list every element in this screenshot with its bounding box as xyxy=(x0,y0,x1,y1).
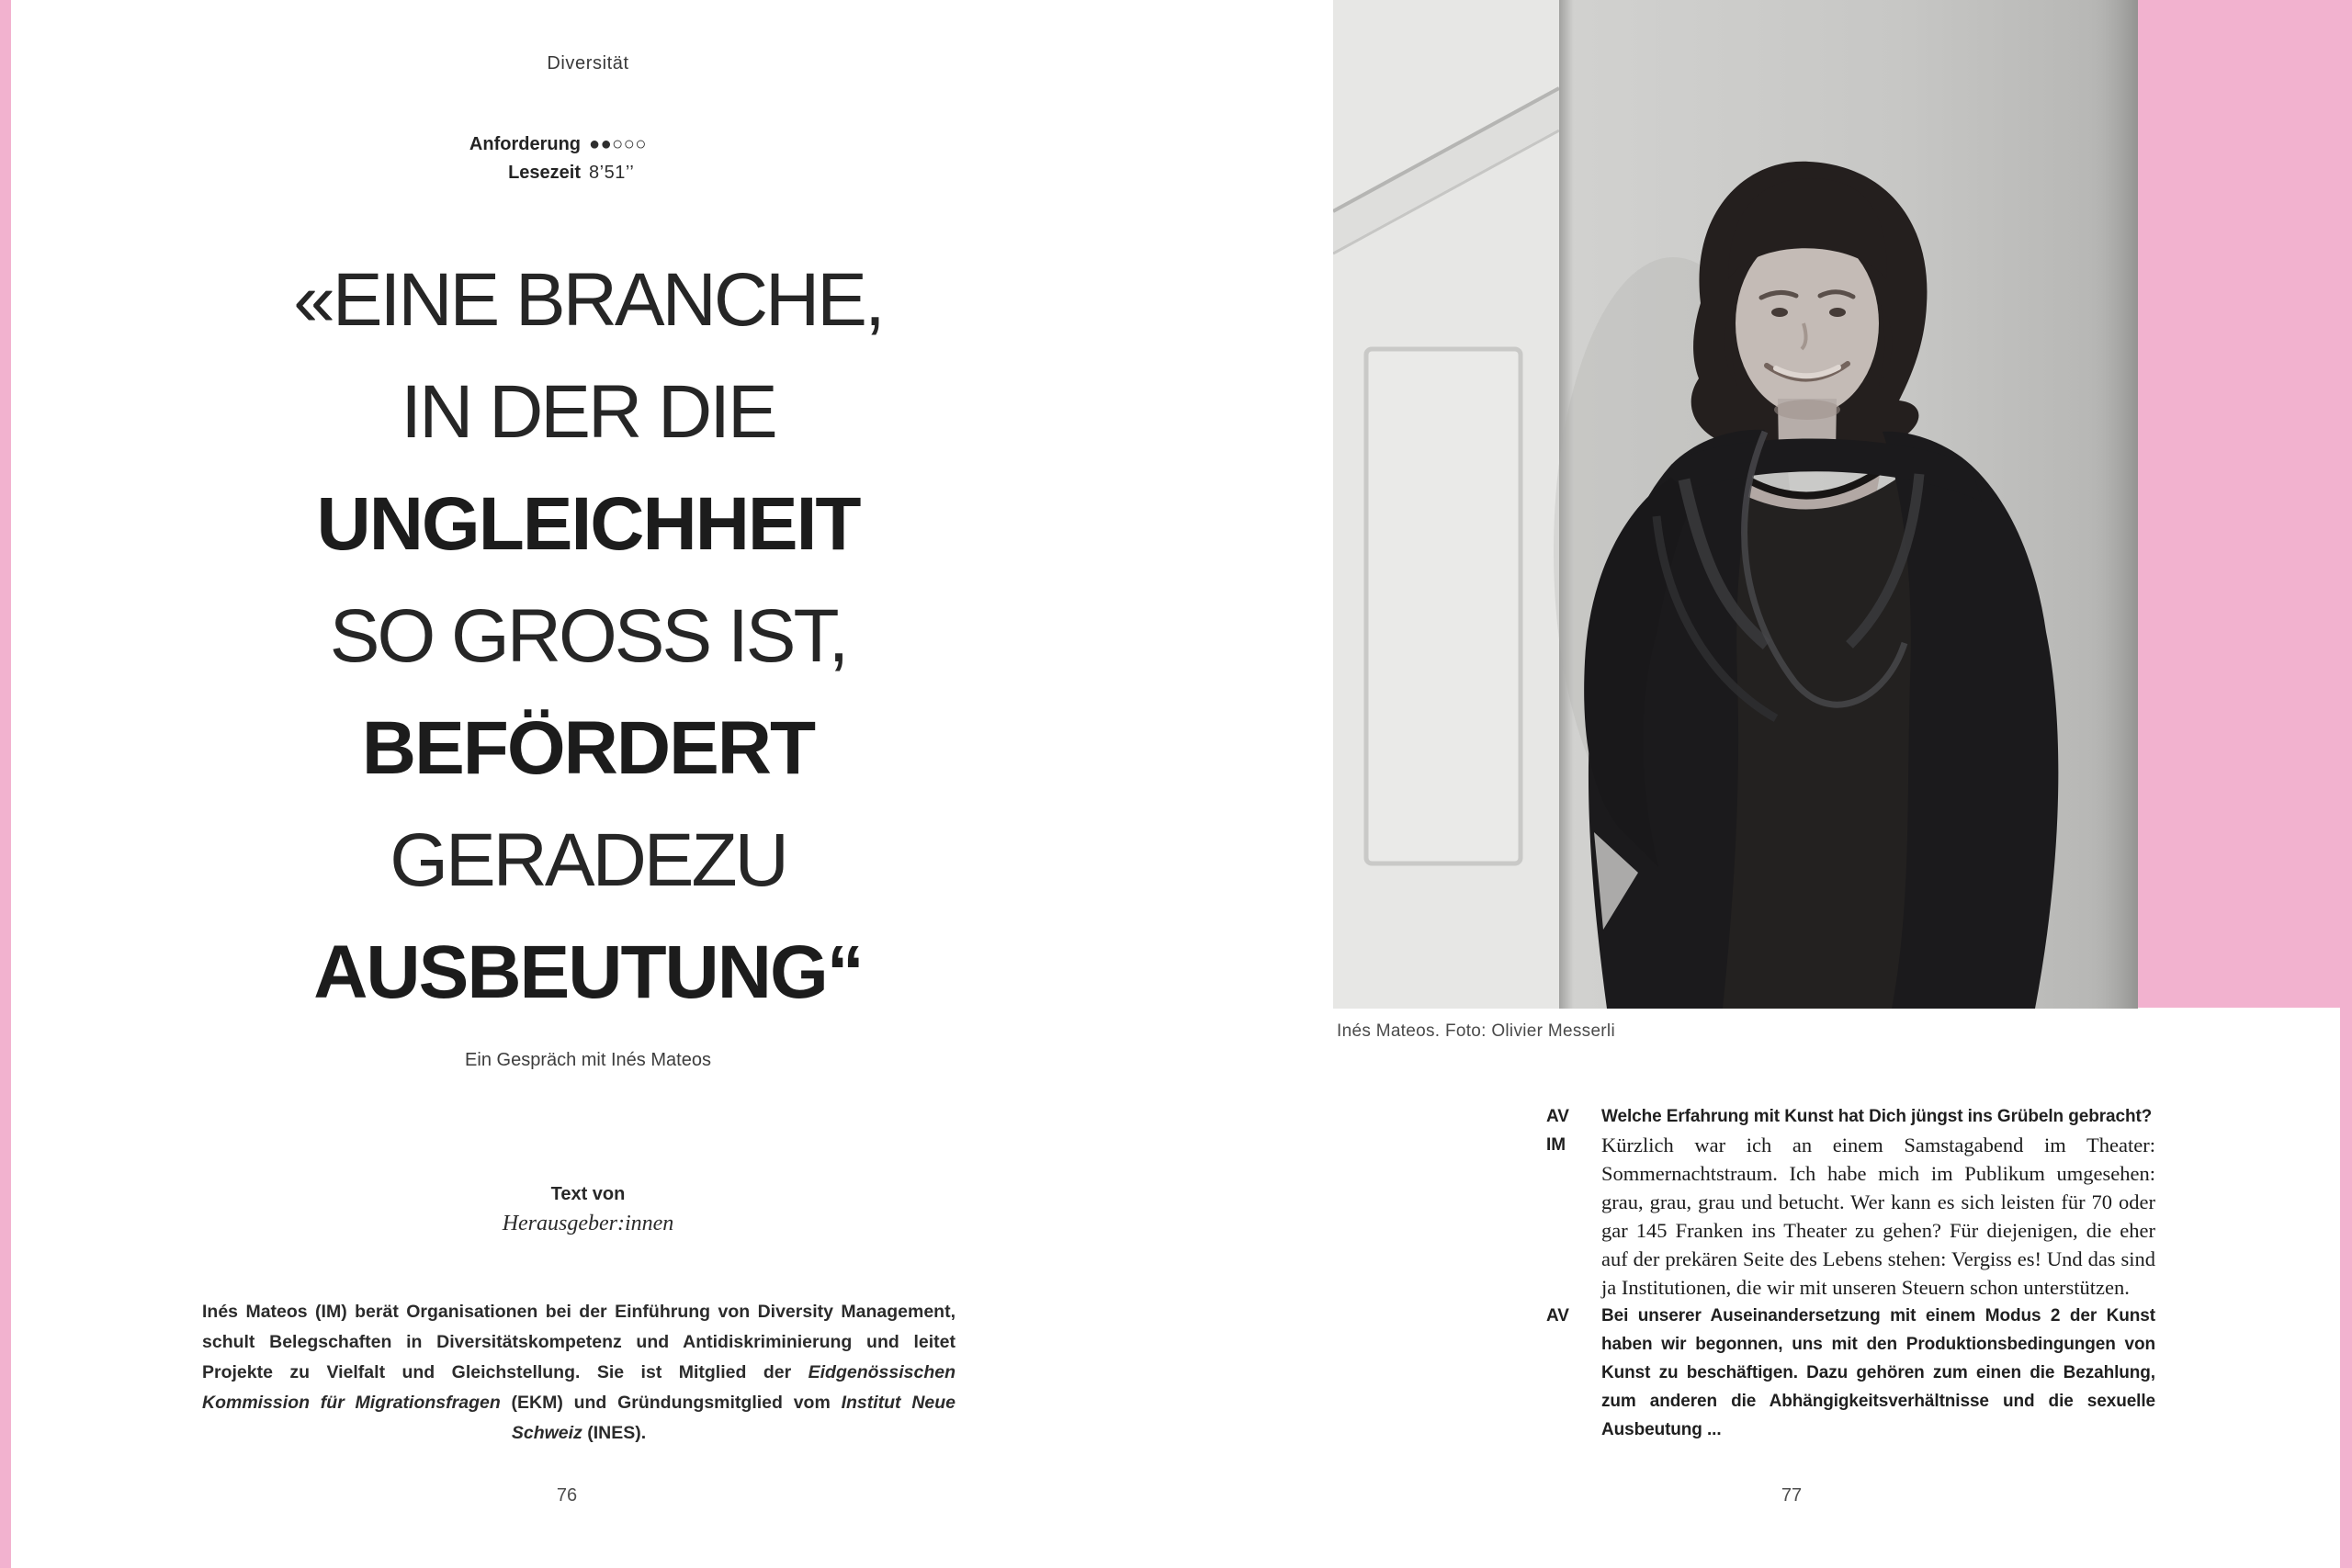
interview-entry xyxy=(1546,1302,2155,1444)
photo-caption: Inés Mateos. Foto: Olivier Messerli xyxy=(1337,1021,1615,1041)
bio-italic-segment: Eidgenössischen Kommission für Migrationsfragen xyxy=(202,1362,956,1413)
category-label: Diversität xyxy=(547,53,629,73)
speaker-tag: AV xyxy=(1546,1107,1569,1126)
title-line: AUSBEUTUNG“ xyxy=(313,931,863,1014)
author-bio xyxy=(202,1297,956,1449)
right-edge-pink-strip xyxy=(2340,0,2352,1568)
readtime-label: Lesezeit xyxy=(508,163,581,183)
bio-segment: (INES). xyxy=(582,1423,647,1443)
left-edge-pink-strip xyxy=(0,0,11,1568)
article-meta xyxy=(129,130,1047,187)
readtime-value: 8’51’’ xyxy=(589,163,635,183)
readtime-row xyxy=(129,159,1047,187)
portrait-photo xyxy=(1333,0,2138,1009)
page-number-left: 76 xyxy=(556,1485,578,1506)
byline-author: Herausgeber:innen xyxy=(502,1212,674,1235)
title-line: UNGLEICHHEIT xyxy=(316,482,860,566)
title-line: IN DER DIE xyxy=(401,370,775,454)
door xyxy=(1333,0,1574,1009)
requirement-row xyxy=(129,130,1047,159)
byline-label: Text von xyxy=(550,1184,626,1204)
title-line: GERADEZU xyxy=(390,818,786,902)
article-title xyxy=(74,244,1102,1029)
interview-entry xyxy=(1546,1131,2155,1302)
bio-segment: (EKM) und Gründungsmitglied vom xyxy=(500,1393,842,1413)
requirement-rating-dots: ●●○○○ xyxy=(589,134,647,154)
title-line: «EINE BRANCHE, xyxy=(293,258,883,342)
interview-entry xyxy=(1546,1102,2155,1131)
bio-segment: Inés Mateos (IM) berät Organisationen bei der Einführung von Diversity Management, schult Belegschaften in Diversitätskompetenz und Antidiskriminierung und leitet Projekte zu Vielfalt und Gleichstellung. Sie ist Mitglied der xyxy=(202,1302,956,1382)
requirement-label: Anforderung xyxy=(469,134,581,154)
interview-question: Welche Erfahrung mit Kunst hat Dich jüngst ins Grübeln gebracht? xyxy=(1601,1107,2153,1126)
interview-question: Bei unserer Auseinandersetzung mit einem Modus 2 der Kunst haben wir begonnen, uns mit den Produktionsbedingungen von Kunst zu beschäftigen. Dazu gehören zum einen die Bezahlung, zum anderen die Abhängigkeitsverhältnisse und die sexuelle Ausbeutung ... xyxy=(1601,1306,2155,1439)
bio-italic-segment: Institut Neue Schweiz xyxy=(511,1393,956,1443)
article-subtitle: Ein Gespräch mit Inés Mateos xyxy=(465,1050,711,1070)
portrait-photo-illustration xyxy=(1333,0,2138,1009)
speaker-tag: IM xyxy=(1546,1135,1566,1155)
title-line: SO GROSS IST, xyxy=(329,594,847,678)
title-line: BEFÖRDERT xyxy=(361,706,815,790)
interview-text xyxy=(1546,1102,2155,1444)
photo-right-shadow xyxy=(2086,0,2138,1009)
interview-answer: Kürzlich war ich an einem Samstagabend im Theater: Sommernachtstraum. Ich habe mich im Publikum umgesehen: grau, grau, grau und betucht. Wer kann es sich leisten für 70 oder gar 145 Franken ins Theater zu gehen? Für diejenigen, die eher auf der prekären Seite des Lebens stehen: Vergiss es! Und das sind ja Institutionen, die wir mit unseren Steuern schon unterstützen. xyxy=(1601,1134,2155,1299)
page-number-right: 77 xyxy=(1781,1485,1803,1506)
speaker-tag: AV xyxy=(1546,1306,1569,1325)
